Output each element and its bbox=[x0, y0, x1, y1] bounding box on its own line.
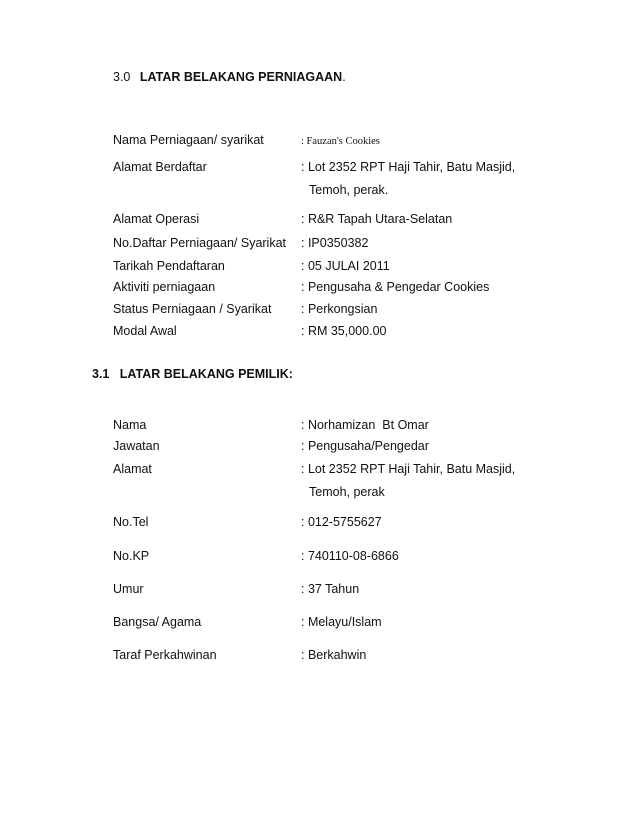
owner-ic-value: : 740110-08-6866 bbox=[301, 549, 399, 563]
section-business-title: LATAR BELAKANG PERNIAGAAN bbox=[139, 70, 343, 84]
owner-ic-label: No.KP bbox=[113, 549, 150, 563]
business-name-text: : Fauzan's Cookies bbox=[301, 136, 380, 147]
initial-capital-value: : RM 35,000.00 bbox=[301, 324, 387, 338]
business-status-label: Status Perniagaan / Syarikat bbox=[113, 302, 272, 316]
owner-marital-status-label: Taraf Perkahwinan bbox=[113, 648, 217, 662]
owner-race-religion-value: : Melayu/Islam bbox=[301, 615, 382, 629]
registration-date-value: : 05 JULAI 2011 bbox=[301, 259, 390, 273]
registration-date-label: Tarikah Pendaftaran bbox=[113, 259, 225, 273]
owner-address-value-line2: Temoh, perak bbox=[309, 485, 385, 499]
owner-name-label: Nama bbox=[113, 418, 147, 432]
section-owner-heading: 3.1 LATAR BELAKANG PEMILIK: bbox=[92, 367, 293, 381]
registered-address-label: Alamat Berdaftar bbox=[113, 160, 207, 174]
registered-address-value: : Lot 2352 RPT Haji Tahir, Batu Masjid, bbox=[301, 160, 516, 174]
owner-address-value: : Lot 2352 RPT Haji Tahir, Batu Masjid, bbox=[301, 462, 516, 476]
section-business-number: 3.0 bbox=[113, 70, 131, 84]
operating-address-label: Alamat Operasi bbox=[113, 212, 200, 226]
operating-address-value: : R&R Tapah Utara-Selatan bbox=[301, 212, 453, 226]
owner-position-label: Jawatan bbox=[113, 439, 160, 453]
owner-phone-label: No.Tel bbox=[113, 515, 149, 529]
owner-name-value: : Norhamizan Bt Omar bbox=[301, 418, 429, 432]
business-status-value: : Perkongsian bbox=[301, 302, 378, 316]
registration-number-label: No.Daftar Perniagaan/ Syarikat bbox=[113, 236, 287, 250]
registration-number-value: : IP0350382 bbox=[301, 236, 369, 250]
owner-marital-status-value: : Berkahwin bbox=[301, 648, 367, 662]
owner-race-religion-label: Bangsa/ Agama bbox=[113, 615, 202, 629]
business-activity-value: : Pengusaha & Pengedar Cookies bbox=[301, 280, 490, 294]
owner-phone-value: : 012-5755627 bbox=[301, 515, 382, 529]
owner-age-label: Umur bbox=[113, 582, 144, 596]
initial-capital-label: Modal Awal bbox=[113, 324, 177, 338]
business-name-value bbox=[301, 133, 380, 147]
owner-age-value: : 37 Tahun bbox=[301, 582, 360, 596]
owner-address-label: Alamat bbox=[113, 462, 152, 476]
business-name-label: Nama Perniagaan/ syarikat bbox=[113, 133, 264, 147]
owner-position-value: : Pengusaha/Pengedar bbox=[301, 439, 429, 453]
business-activity-label: Aktiviti perniagaan bbox=[113, 280, 216, 294]
section-business-heading bbox=[113, 70, 346, 84]
registered-address-value-line2: Temoh, perak. bbox=[309, 183, 389, 197]
section-business-suffix: . bbox=[342, 70, 346, 84]
